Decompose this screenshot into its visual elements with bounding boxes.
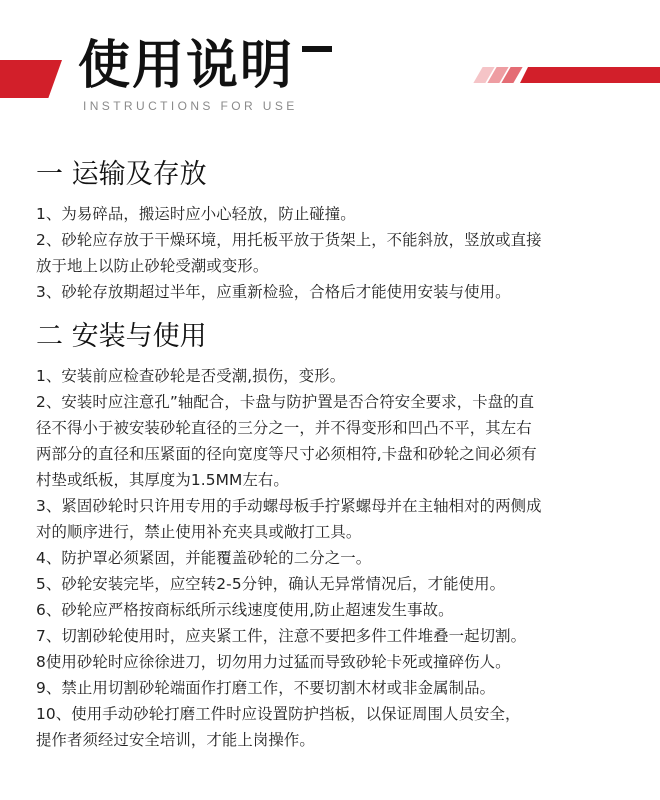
list-item <box>36 279 632 305</box>
item-line: 7、切割砂轮使用时，应夹紧工件，注意不要把多件工件堆叠一起切割。 <box>36 627 527 645</box>
red-accent-band <box>0 60 62 98</box>
page-title: 使用说明 <box>78 36 295 96</box>
list-item <box>36 597 632 623</box>
item-line: 10、使用手动砂轮打磨工件时应设置防护挡板，以保证周围人员安全， <box>36 705 521 723</box>
item-line: 对的顺序进行，禁止使用补充夹具或敞打工具。 <box>36 523 362 541</box>
item-line: 4、防护罩必须紧固，并能覆盖砂轮的二分之一。 <box>36 549 372 567</box>
list-item <box>36 363 632 389</box>
list-item <box>36 201 632 227</box>
list-item <box>36 701 632 753</box>
list-item <box>36 571 632 597</box>
item-line: 2、安装时应注意孔”轴配合，卡盘与防护置是否合符安全要求，卡盘的直 <box>36 393 535 411</box>
list-item <box>36 227 632 279</box>
item-line: 3、紧固砂轮时只许用专用的手动螺母板手拧紧螺母并在主轴相对的两侧成 <box>36 497 542 515</box>
list-item <box>36 545 632 571</box>
section-heading-install: 二 安装与使用 <box>36 321 207 352</box>
list-item <box>36 675 632 701</box>
item-line: 提作者须经过安全培训，才能上岗操作。 <box>36 731 315 749</box>
list-item <box>36 623 632 649</box>
item-line: 8使用砂轮时应徐徐进刀，切勿用力过猛而导致砂轮卡死或撞碎伤人。 <box>36 653 511 671</box>
item-line: 1、为易碎品，搬运时应小心轻放，防止碰撞。 <box>36 205 356 223</box>
item-line: 径不得小于被安装砂轮直径的三分之一，并不得变形和凹凸不平，其左右 <box>36 419 532 437</box>
item-line: 5、砂轮安装完毕，应空转2-5分钟，确认无异常情况后，才能使用。 <box>36 575 506 593</box>
item-line: 3、砂轮存放期超过半年，应重新检验，合格后才能使用安装与使用。 <box>36 283 511 301</box>
list-item <box>36 649 632 675</box>
list-item <box>36 493 632 545</box>
item-line: 村垫或纸板，其厚度为1.5MM左右。 <box>36 471 289 489</box>
header-banner <box>0 0 660 120</box>
stripe-decoration <box>478 67 660 83</box>
item-line: 2、砂轮应存放于干燥环境，用托板平放于货架上，不能斜放，竖放或直接 <box>36 231 542 249</box>
item-line: 1、安装前应检查砂轮是否受潮,损伤，变形。 <box>36 367 346 385</box>
item-line: 9、禁止用切割砂轮端面作打磨工作，不要切割木材或非金属制品。 <box>36 679 496 697</box>
item-line: 放于地上以防止砂轮受潮或变形。 <box>36 257 269 275</box>
list-item <box>36 389 632 493</box>
item-line: 6、砂轮应严格按商标纸所示线速度使用,防止超速发生事故。 <box>36 601 454 619</box>
title-dash-decoration <box>302 46 332 52</box>
item-line: 两部分的直径和压紧面的径向宽度等尺寸必须相符,卡盘和砂轮之间必须有 <box>36 445 537 463</box>
page-subtitle: INSTRUCTIONS FOR USE <box>83 99 298 113</box>
stripe-bar <box>520 67 660 83</box>
section-heading-transport: 一 运输及存放 <box>36 159 207 190</box>
